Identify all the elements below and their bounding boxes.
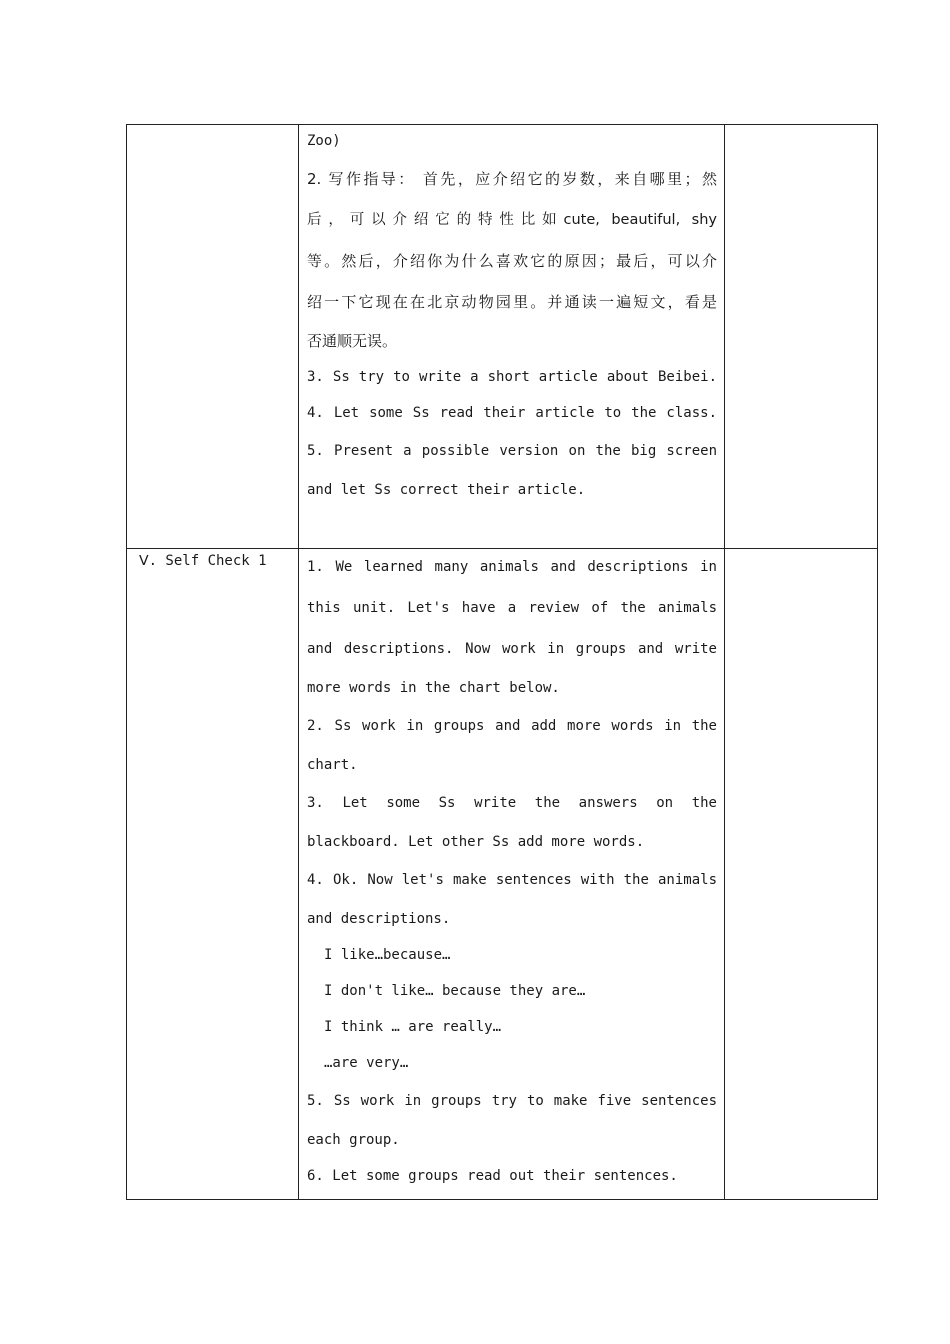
procedure-line: chart.: [307, 757, 358, 773]
procedure-line: 否通顺无误。: [307, 332, 398, 350]
procedure-line: each group.: [307, 1132, 400, 1148]
procedure-line: 后，可以介绍它的特性比如cute, beautiful, shy: [307, 212, 717, 228]
procedure-cell: [299, 125, 725, 549]
procedure-line: and let Ss correct their article.: [307, 482, 586, 498]
procedure-line: Zoo): [307, 133, 341, 149]
procedure-line: 绍一下它现在在北京动物园里。并通读一遍短文，看是: [307, 293, 717, 311]
procedure-line: 3. Ss try to write a short article about Beibei.: [307, 369, 717, 385]
procedure-line: …are very…: [324, 1055, 409, 1071]
table-row: [127, 125, 878, 549]
stage-label: Ⅴ. Self Check 1: [139, 553, 267, 569]
stage-label: [127, 125, 298, 129]
notes-cell: [725, 125, 878, 549]
procedure-line: this unit. Let's have a review of the animals: [307, 600, 717, 616]
stage-cell: [127, 549, 299, 1200]
procedure-line: 5. Present a possible version on the big screen: [307, 443, 717, 459]
procedure-line: 4. Let some Ss read their article to the class.: [307, 405, 717, 421]
stage-cell: [127, 125, 299, 549]
notes-content: [725, 549, 877, 552]
procedure-line: blackboard. Let other Ss add more words.: [307, 834, 645, 850]
procedure-line: I like…because…: [324, 947, 451, 963]
notes-content: [725, 125, 877, 128]
table-row: [127, 549, 878, 1200]
procedure-line: 5. Ss work in groups try to make five sentences: [307, 1093, 717, 1109]
procedure-line: 2. Ss work in groups and add more words in the: [307, 718, 717, 734]
procedure-line: 4. Ok. Now let's make sentences with the animals: [307, 872, 717, 888]
procedure-line: I think … are really…: [324, 1019, 502, 1035]
procedure-line: 2. 写作指导： 首先，应介绍它的岁数，来自哪里；然: [307, 170, 717, 188]
procedure-line: more words in the chart below.: [307, 680, 560, 696]
procedure-content: [299, 549, 724, 1199]
procedure-line: and descriptions.: [307, 911, 451, 927]
procedure-line: 等。然后，介绍你为什么喜欢它的原因；最后，可以介: [307, 252, 717, 270]
procedure-cell: [299, 549, 725, 1200]
notes-cell: [725, 549, 878, 1200]
procedure-line: 3. Let some Ss write the answers on the: [307, 795, 717, 811]
lesson-plan-table: [126, 124, 878, 1200]
procedure-line: I don't like… because they are…: [324, 983, 586, 999]
procedure-line: 6. Let some groups read out their sentences.: [307, 1168, 678, 1184]
procedure-line: 1. We learned many animals and descriptions in: [307, 559, 717, 575]
procedure-content: [299, 125, 724, 513]
procedure-line: and descriptions. Now work in groups and write: [307, 641, 717, 657]
